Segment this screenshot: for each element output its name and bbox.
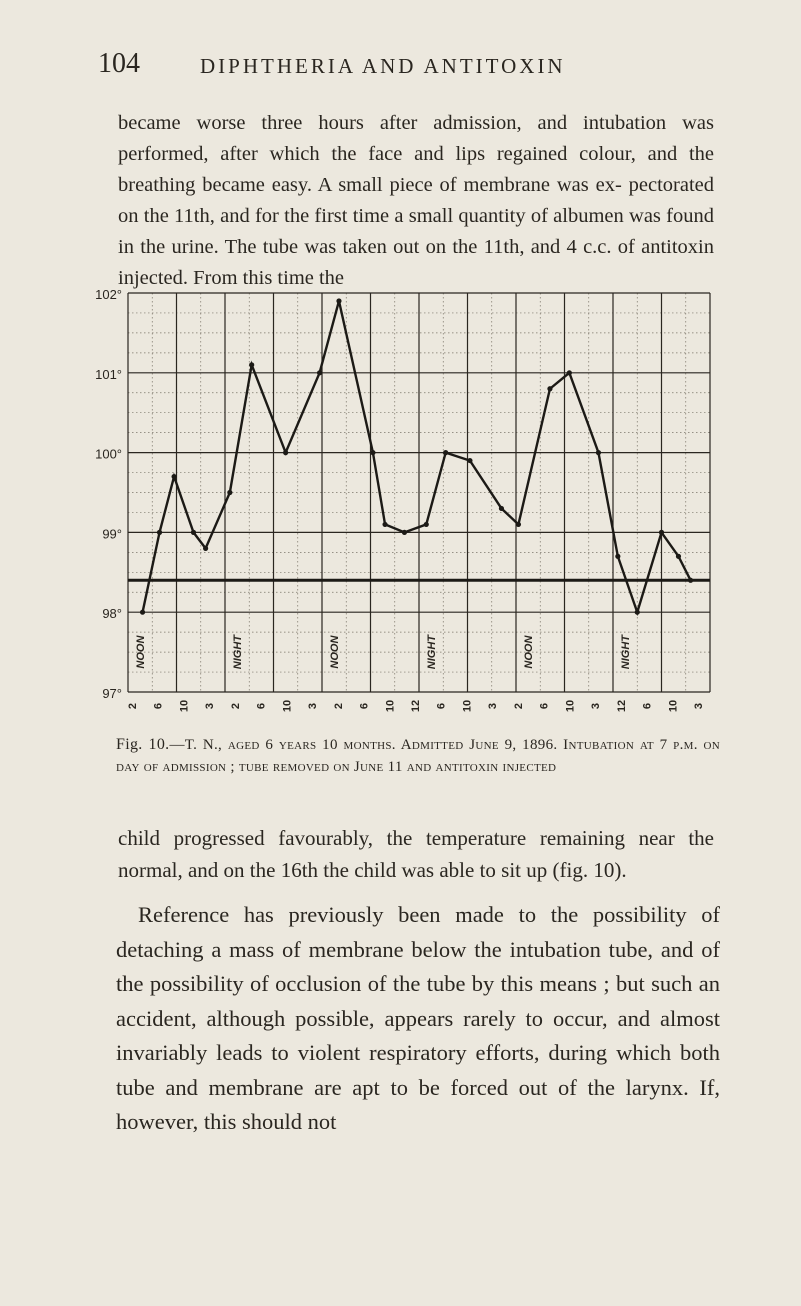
x-tick-label: 10 bbox=[384, 699, 397, 713]
x-tick-label: 2 bbox=[229, 702, 242, 710]
y-tick-label: 99° bbox=[102, 526, 122, 542]
temperature-chart-svg bbox=[66, 283, 726, 783]
temperature-point bbox=[424, 522, 429, 527]
x-tick-label: 6 bbox=[538, 702, 551, 710]
temperature-point bbox=[443, 450, 448, 455]
paragraph-2: child progressed favourably, the temperature remaining near the normal, and on the 16th the child was able to sit up (fig. 10). bbox=[118, 826, 714, 882]
temperature-point bbox=[203, 546, 208, 551]
x-tick-label: 3 bbox=[487, 702, 500, 710]
figure-label: Fig. 10. bbox=[116, 736, 170, 753]
running-title: DIPHTHERIA AND ANTITOXIN bbox=[200, 54, 566, 78]
temperature-point bbox=[382, 522, 387, 527]
y-tick-label: 97° bbox=[102, 686, 122, 701]
x-tick-label: 6 bbox=[358, 702, 371, 710]
period-label: NIGHT bbox=[426, 634, 439, 670]
x-tick-label: 2 bbox=[512, 702, 525, 710]
y-tick-label: 101° bbox=[95, 366, 122, 382]
temperature-point bbox=[516, 522, 521, 527]
temperature-point bbox=[191, 530, 196, 535]
y-tick-label: 100° bbox=[95, 446, 122, 462]
period-label: NOON bbox=[523, 635, 536, 669]
temperature-point bbox=[370, 450, 375, 455]
temperature-point bbox=[227, 490, 232, 495]
x-tick-label: 2 bbox=[332, 702, 345, 710]
period-label: NIGHT bbox=[232, 634, 245, 670]
temperature-point bbox=[171, 474, 176, 479]
x-tick-label: 6 bbox=[641, 702, 654, 710]
paragraph-3: Reference has previously been made to the possibility of detaching a mass of membrane below the intubation tube, and of the possibility of occlusion of the tube by this means ; but such an accident, although possible, appears rarely to occur, and almost invariably leads to violent respiratory efforts, during which both tube and membrane are apt to be forced out of the larynx. If, however, this should not bbox=[116, 902, 720, 1134]
x-tick-label: 6 bbox=[255, 702, 268, 710]
temperature-point bbox=[635, 610, 640, 615]
x-tick-label: 12 bbox=[615, 699, 628, 713]
temperature-point bbox=[596, 450, 601, 455]
x-tick-label: 3 bbox=[204, 702, 217, 710]
temperature-point bbox=[336, 298, 341, 303]
x-tick-label: 12 bbox=[410, 699, 422, 713]
page-number: 104 bbox=[98, 48, 140, 79]
y-tick-label: 98° bbox=[102, 606, 122, 622]
x-tick-label: 10 bbox=[564, 699, 577, 713]
x-tick-label: 3 bbox=[590, 702, 603, 710]
paragraph-1: became worse three hours after admission, and intubation was performed, after which the face and lips regained colour, and the breathing became easy. A small piece of membrane was ex- pectorated on the 11th, and for the first time a small quantity of albumen was found in the urine. The tube was taken out on the 11th, and 4 c.c. of antitoxin injected. From this time the bbox=[118, 112, 714, 289]
x-tick-label: 10 bbox=[281, 699, 294, 713]
temperature-point bbox=[547, 386, 552, 391]
temperature-chart bbox=[66, 283, 726, 783]
x-tick-label: 2 bbox=[127, 702, 139, 710]
temperature-point bbox=[157, 530, 162, 535]
temperature-point bbox=[317, 370, 322, 375]
x-tick-label: 6 bbox=[152, 702, 165, 710]
period-label: NIGHT bbox=[620, 634, 633, 670]
y-tick-label: 102° bbox=[95, 287, 122, 302]
temperature-point bbox=[249, 362, 254, 367]
x-tick-label: 10 bbox=[178, 699, 191, 713]
temperature-point bbox=[615, 554, 620, 559]
x-tick-label: 6 bbox=[435, 702, 448, 710]
temperature-point bbox=[283, 450, 288, 455]
temperature-point bbox=[676, 554, 681, 559]
figure-caption-text: —T. N., aged 6 years 10 months. Admitted June 9, 1896. Intubation at 7 p.m. on day of admission ; tube removed on June 11 and antitoxin injected bbox=[116, 737, 720, 775]
temperature-point bbox=[499, 506, 504, 511]
page-header bbox=[0, 48, 801, 88]
period-label: NOON bbox=[135, 635, 148, 669]
x-tick-label: 10 bbox=[461, 699, 474, 713]
temperature-point bbox=[688, 578, 693, 583]
figure-caption bbox=[116, 734, 720, 778]
temperature-point bbox=[567, 370, 572, 375]
x-tick-label: 3 bbox=[693, 702, 705, 710]
period-label: NOON bbox=[329, 635, 342, 669]
x-tick-label: 10 bbox=[667, 699, 680, 713]
temperature-point bbox=[659, 530, 664, 535]
temperature-point bbox=[140, 610, 145, 615]
temperature-point bbox=[467, 458, 472, 463]
x-tick-label: 3 bbox=[307, 702, 320, 710]
temperature-point bbox=[402, 530, 407, 535]
